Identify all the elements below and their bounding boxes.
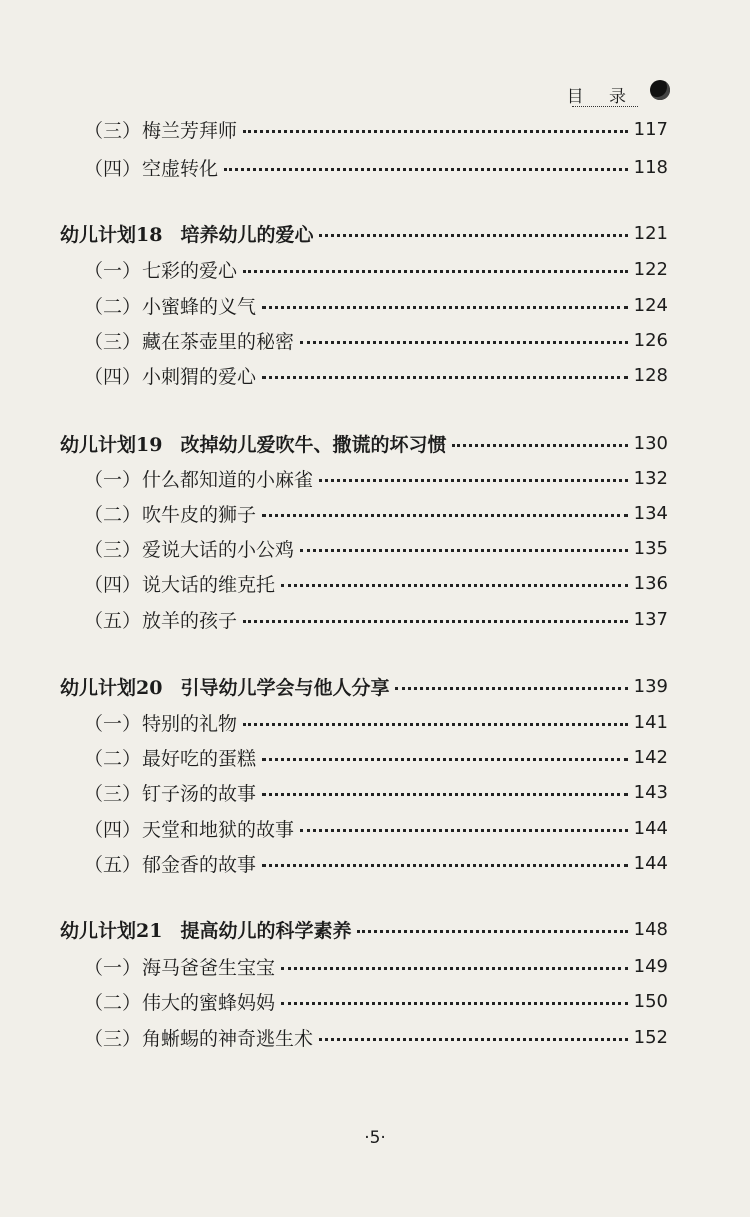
- toc-section-entry: [0, 776, 750, 808]
- entry-heading: [84, 154, 218, 181]
- entry-title: 爱说大话的小公鸡: [142, 538, 295, 561]
- entry-heading: [84, 744, 256, 771]
- entry-heading: [84, 850, 256, 877]
- chapter-plan-label: 幼儿计划18: [60, 223, 163, 246]
- entry-title: 海马爸爸生宝宝: [142, 956, 276, 979]
- entry-title: 小蜜蜂的义气: [142, 295, 257, 318]
- toc-header-label: 目 录: [566, 87, 636, 107]
- entry-page-number: 135: [633, 537, 668, 559]
- entry-heading: [84, 500, 256, 527]
- entry-title: 改掉幼儿爱吹牛、撒谎的坏习惯: [180, 433, 447, 456]
- entry-page-number: 149: [633, 955, 668, 977]
- entry-heading: [84, 465, 313, 492]
- page-number: ·5·: [364, 1128, 386, 1148]
- toc-section-entry: [0, 324, 750, 356]
- entry-page-number: 126: [633, 329, 668, 351]
- dot-leader: [395, 687, 627, 690]
- toc-section-entry: [0, 950, 750, 982]
- entry-heading: [84, 779, 256, 806]
- entry-heading: [84, 953, 275, 980]
- entry-title: 空虚转化: [142, 157, 219, 180]
- toc-section-entry: [0, 567, 750, 599]
- toc-section-entry: [0, 151, 750, 183]
- dot-leader: [300, 341, 628, 344]
- entry-title: 七彩的爱心: [142, 259, 238, 282]
- toc-section-entry: [0, 497, 750, 529]
- dot-leader: [319, 234, 627, 237]
- entry-page-number: 134: [633, 502, 668, 524]
- toc-section-entry: [0, 603, 750, 635]
- section-number: （五）: [84, 853, 142, 876]
- section-number: （二）: [84, 503, 142, 526]
- toc-section-entry: [0, 847, 750, 879]
- dot-leader: [243, 723, 628, 726]
- toc-section-entry: [0, 706, 750, 738]
- toc-section-entry: [0, 289, 750, 321]
- entry-heading: [60, 430, 446, 457]
- entry-page-number: 150: [633, 990, 668, 1012]
- entry-page-number: 118: [633, 156, 668, 178]
- entry-title: 培养幼儿的爱心: [180, 223, 314, 246]
- section-number: （三）: [84, 119, 142, 142]
- entry-title: 角蜥蜴的神奇逃生术: [142, 1027, 314, 1050]
- entry-page-number: 148: [633, 918, 668, 940]
- entry-page-number: 137: [633, 608, 668, 630]
- toc-chapter-entry: [0, 913, 750, 945]
- dot-leader: [224, 168, 628, 171]
- section-number: （二）: [84, 747, 142, 770]
- entry-heading: [60, 220, 313, 247]
- entry-title: 天堂和地狱的故事: [142, 818, 295, 841]
- toc-section-entry: [0, 812, 750, 844]
- dot-leader: [262, 514, 628, 517]
- toc-chapter-entry: [0, 427, 750, 459]
- dot-leader: [262, 376, 628, 379]
- entry-heading: [84, 570, 275, 597]
- section-number: （一）: [84, 468, 142, 491]
- entry-page-number: 130: [633, 432, 668, 454]
- dot-leader: [319, 1038, 628, 1041]
- section-number: （二）: [84, 991, 142, 1014]
- entry-page-number: 122: [633, 258, 668, 280]
- entry-heading: [84, 988, 275, 1015]
- entry-title: 提高幼儿的科学素养: [180, 919, 352, 942]
- entry-heading: [84, 256, 237, 283]
- toc-section-entry: [0, 532, 750, 564]
- toc-section-entry: [0, 462, 750, 494]
- entry-title: 特别的礼物: [142, 712, 238, 735]
- dot-leader: [300, 549, 628, 552]
- dot-leader: [281, 1002, 628, 1005]
- toc-section-entry: [0, 741, 750, 773]
- toc-section-entry: [0, 253, 750, 285]
- entry-page-number: 141: [633, 711, 668, 733]
- dot-leader: [357, 930, 627, 933]
- entry-title: 说大话的维克托: [142, 573, 276, 596]
- section-number: （一）: [84, 259, 142, 282]
- dot-leader: [243, 270, 628, 273]
- entry-title: 郁金香的故事: [142, 853, 257, 876]
- entry-title: 钉子汤的故事: [142, 782, 257, 805]
- entry-title: 放羊的孩子: [142, 609, 238, 632]
- toc-section-entry: [0, 359, 750, 391]
- dot-leader: [262, 306, 628, 309]
- dot-leader: [262, 793, 628, 796]
- chapter-plan-label: 幼儿计划20: [60, 676, 163, 699]
- entry-title: 梅兰芳拜师: [142, 119, 238, 142]
- toc-section-entry: [0, 1021, 750, 1053]
- dot-leader: [243, 620, 628, 623]
- entry-page-number: 142: [633, 746, 668, 768]
- entry-page-number: 136: [633, 572, 668, 594]
- entry-page-number: 128: [633, 364, 668, 386]
- entry-page-number: 124: [633, 294, 668, 316]
- section-number: （三）: [84, 1027, 142, 1050]
- dot-leader: [262, 864, 628, 867]
- entry-title: 吹牛皮的狮子: [142, 503, 257, 526]
- section-number: （三）: [84, 782, 142, 805]
- entry-title: 最好吃的蛋糕: [142, 747, 257, 770]
- entry-heading: [60, 673, 389, 700]
- entry-heading: [84, 116, 237, 143]
- entry-page-number: 143: [633, 781, 668, 803]
- entry-heading: [84, 327, 294, 354]
- section-number: （五）: [84, 609, 142, 632]
- entry-heading: [84, 535, 294, 562]
- entry-page-number: 144: [633, 852, 668, 874]
- chapter-plan-label: 幼儿计划19: [60, 433, 163, 456]
- entry-page-number: 121: [633, 222, 668, 244]
- dot-leader: [452, 444, 627, 447]
- entry-heading: [84, 1024, 313, 1051]
- entry-title: 小刺猬的爱心: [142, 365, 257, 388]
- dot-leader: [281, 584, 628, 587]
- entry-page-number: 139: [633, 675, 668, 697]
- section-number: （四）: [84, 365, 142, 388]
- entry-page-number: 152: [633, 1026, 668, 1048]
- entry-page-number: 144: [633, 817, 668, 839]
- section-number: （四）: [84, 818, 142, 841]
- section-number: （四）: [84, 573, 142, 596]
- dot-leader: [243, 130, 628, 133]
- entry-heading: [84, 709, 237, 736]
- toc-chapter-entry: [0, 670, 750, 702]
- section-number: （三）: [84, 538, 142, 561]
- toc-chapter-entry: [0, 217, 750, 249]
- section-number: （一）: [84, 712, 142, 735]
- entry-title: 引导幼儿学会与他人分享: [180, 676, 390, 699]
- entry-title: 伟大的蜜蜂妈妈: [142, 991, 276, 1014]
- entry-heading: [60, 916, 351, 943]
- entry-heading: [84, 362, 256, 389]
- dot-leader: [300, 829, 628, 832]
- entry-page-number: 117: [633, 118, 668, 140]
- dot-leader: [262, 758, 628, 761]
- section-number: （二）: [84, 295, 142, 318]
- section-number: （四）: [84, 157, 142, 180]
- section-number: （三）: [84, 330, 142, 353]
- toc-section-entry: [0, 985, 750, 1017]
- entry-heading: [84, 606, 237, 633]
- toc-section-entry: [0, 113, 750, 145]
- section-number: （一）: [84, 956, 142, 979]
- entry-page-number: 132: [633, 467, 668, 489]
- entry-title: 什么都知道的小麻雀: [142, 468, 314, 491]
- entry-title: 藏在茶壶里的秘密: [142, 330, 295, 353]
- dot-leader: [281, 967, 628, 970]
- entry-heading: [84, 815, 294, 842]
- entry-heading: [84, 292, 256, 319]
- chapter-plan-label: 幼儿计划21: [60, 919, 163, 942]
- dot-leader: [319, 479, 628, 482]
